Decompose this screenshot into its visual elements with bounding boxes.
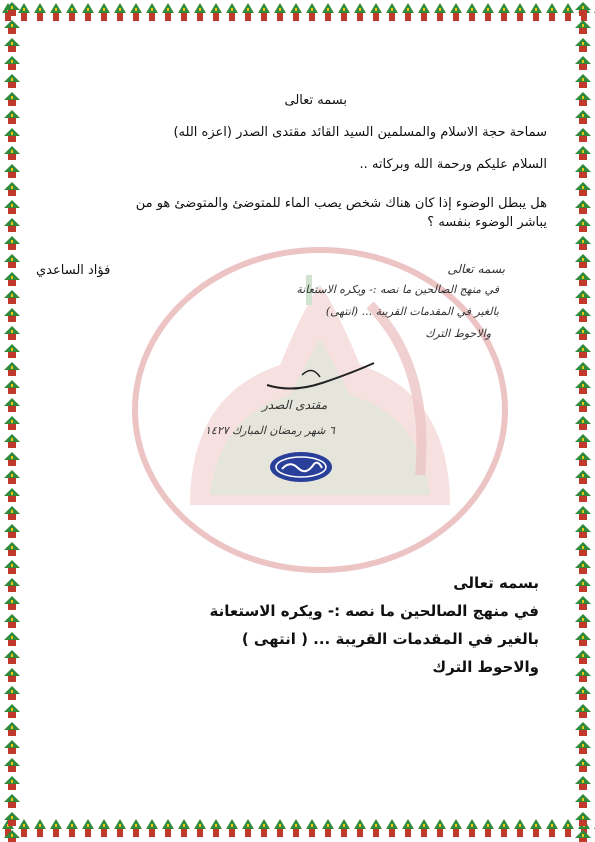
- handwritten-line3: بالغير في المقدمات القريبة ... (انتهى): [325, 305, 499, 318]
- decorative-border-left: [0, 0, 24, 842]
- handwritten-line2: في منهج الصالحين ما نصه :- ويكره الاستعانة: [296, 283, 499, 296]
- letter-addressee: سماحة حجة الاسلام والمسلمين السيد القائد مقتدى الصدر (اعزه الله): [173, 125, 547, 140]
- signature-flourish: [262, 355, 382, 395]
- answer-line3: بالغير في المقدمات القريبة ... ( انتهى ): [241, 630, 539, 648]
- answer-line4: والاحوط الترك: [432, 658, 539, 676]
- handwritten-date: ٦ شهر رمضان المبارك ١٤٢٧: [205, 424, 335, 437]
- handwritten-line1: بسمه تعالى: [447, 262, 505, 276]
- decorative-border-bottom: [0, 816, 595, 842]
- letter-sender: فؤاد الساعدي: [36, 263, 111, 278]
- letter-question-line2: يباشر الوضوء بنفسه ؟: [427, 215, 547, 230]
- letter-greeting: السلام عليكم ورحمة الله وبركاته ..: [359, 157, 547, 172]
- answer-line1: بسمه تعالى: [453, 574, 539, 592]
- answer-line2: في منهج الصالحين ما نصه :- ويكره الاستعانة: [209, 602, 539, 620]
- handwritten-line4: والاحوط الترك: [425, 327, 491, 340]
- decorative-border-right: [571, 0, 595, 842]
- letter-basmala: بسمه تعالى: [284, 93, 347, 108]
- decorative-border-top: [0, 0, 595, 26]
- letter-question-line1: هل يبطل الوضوء إذا كان هناك شخص يصب الماء للمتوضئ والمتوضئ هو من: [135, 196, 547, 211]
- handwritten-signature: مقتدى الصدر: [262, 398, 328, 412]
- official-seal-stamp: [268, 450, 334, 484]
